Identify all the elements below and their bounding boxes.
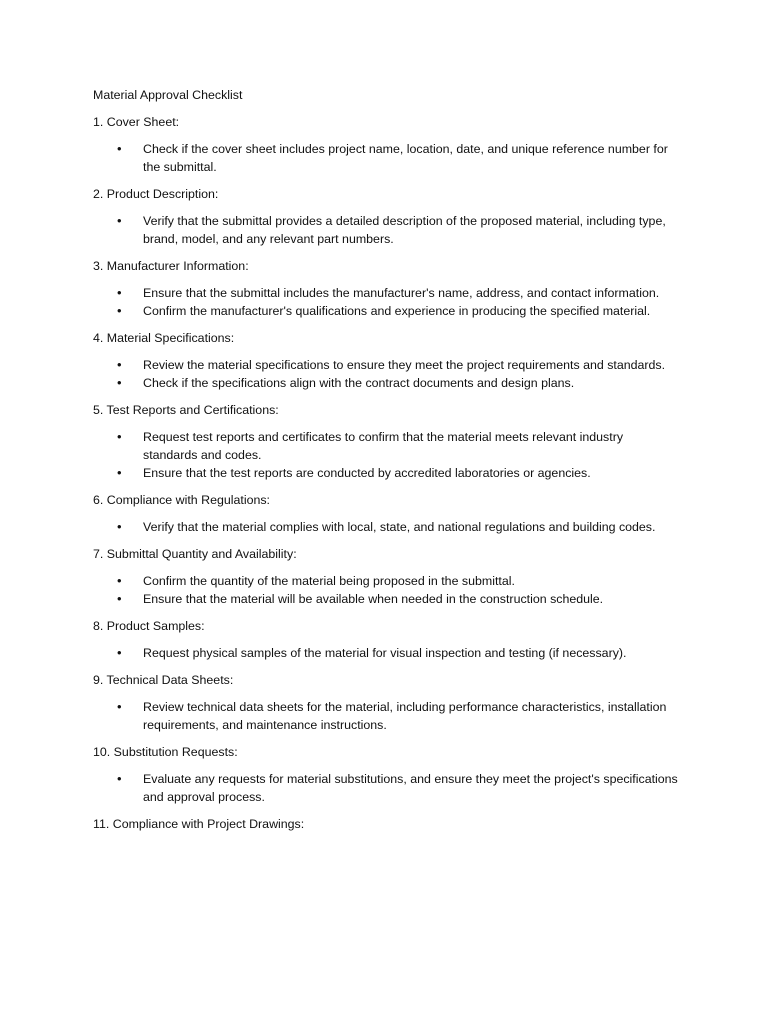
checklist-section (93, 743, 693, 806)
list-item: • Verify that the material complies with local, state, and national regulations and building codes. (93, 518, 693, 536)
bullet-list (93, 698, 693, 734)
bullet-list (93, 572, 693, 608)
section-heading: 8. Product Samples: (93, 619, 205, 633)
section-heading: 1. Cover Sheet: (93, 115, 180, 129)
checklist-section (93, 185, 693, 248)
list-item: • Confirm the quantity of the material being proposed in the submittal. (93, 572, 693, 590)
bullet-list (93, 284, 693, 320)
checklist-section (93, 545, 693, 608)
list-item: • Ensure that the test reports are conducted by accredited laboratories or agencies. (93, 464, 693, 482)
section-heading: 5. Test Reports and Certifications: (93, 403, 279, 417)
document-page (93, 86, 693, 842)
checklist-section (93, 617, 693, 662)
list-item: • Ensure that the material will be available when needed in the construction schedule. (93, 590, 693, 608)
section-heading: 9. Technical Data Sheets: (93, 673, 234, 687)
list-item: • Request test reports and certificates to confirm that the material meets relevant industry standards and codes. (93, 428, 693, 464)
section-heading: 11. Compliance with Project Drawings: (93, 817, 305, 831)
bullet-list (93, 644, 693, 662)
section-heading: 3. Manufacturer Information: (93, 259, 249, 273)
bullet-list (93, 356, 693, 392)
section-heading: 2. Product Description: (93, 187, 219, 201)
list-item: • Evaluate any requests for material substitutions, and ensure they meet the project's specifications and approval process. (93, 770, 693, 806)
checklist-section (93, 401, 693, 482)
section-heading: 6. Compliance with Regulations: (93, 493, 271, 507)
list-item: • Check if the cover sheet includes project name, location, date, and unique reference number for the submittal. (93, 140, 693, 176)
document-title: Material Approval Checklist (93, 88, 243, 102)
checklist-section (93, 113, 693, 176)
list-item: • Confirm the manufacturer's qualifications and experience in producing the specified material. (93, 302, 693, 320)
checklist-section (93, 815, 693, 833)
list-item: • Verify that the submittal provides a detailed description of the proposed material, including type, brand, model, and any relevant part numbers. (93, 212, 693, 248)
list-item: • Review technical data sheets for the material, including performance characteristics, installation requirements, and maintenance instructions. (93, 698, 693, 734)
list-item: • Ensure that the submittal includes the manufacturer's name, address, and contact information. (93, 284, 693, 302)
checklist-section (93, 491, 693, 536)
bullet-list (93, 428, 693, 482)
bullet-list (93, 518, 693, 536)
list-item: • Review the material specifications to ensure they meet the project requirements and standards. (93, 356, 693, 374)
bullet-list (93, 140, 693, 176)
section-heading: 4. Material Specifications: (93, 331, 235, 345)
checklist-section (93, 671, 693, 734)
bullet-list (93, 770, 693, 806)
checklist-section (93, 329, 693, 392)
section-heading: 10. Substitution Requests: (93, 745, 238, 759)
bullet-list (93, 212, 693, 248)
section-heading: 7. Submittal Quantity and Availability: (93, 547, 297, 561)
list-item: • Request physical samples of the material for visual inspection and testing (if necessary). (93, 644, 693, 662)
checklist-section (93, 257, 693, 320)
list-item: • Check if the specifications align with the contract documents and design plans. (93, 374, 693, 392)
